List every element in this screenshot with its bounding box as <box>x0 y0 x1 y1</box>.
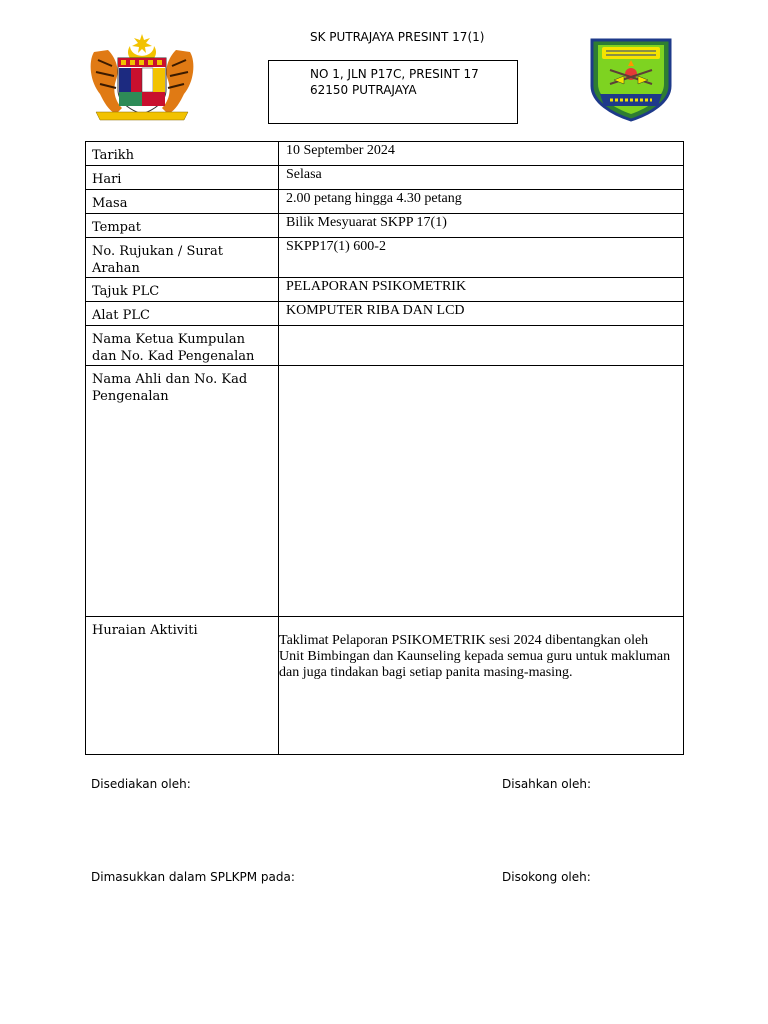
value-alat-plc: KOMPUTER RIBA DAN LCD <box>279 302 684 326</box>
value-tempat: Bilik Mesyuarat SKPP 17(1) <box>279 214 684 238</box>
label-ahli: Nama Ahli dan No. Kad Pengenalan <box>86 366 279 617</box>
row-ketua-kumpulan <box>86 326 684 366</box>
school-name: SK PUTRAJAYA PRESINT 17(1) <box>310 30 485 44</box>
label-tajuk-plc: Tajuk PLC <box>86 278 279 302</box>
value-rujukan: SKPP17(1) 600-2 <box>279 238 684 278</box>
splkpm-entry-label: Dimasukkan dalam SPLKPM pada: <box>91 870 295 884</box>
address-box <box>268 60 518 124</box>
row-ahli <box>86 366 684 617</box>
row-huraian-aktiviti <box>86 617 684 755</box>
label-alat-plc: Alat PLC <box>86 302 279 326</box>
value-ketua-kumpulan <box>279 326 684 366</box>
value-huraian-aktiviti: Taklimat Pelaporan PSIKOMETRIK sesi 2024 dibentangkan oleh Unit Bimbingan dan Kaunseling kepada semua guru untuk makluman dan juga tindakan bagi setiap panita masing-masing. <box>279 617 684 755</box>
value-tarikh: 10 September 2024 <box>279 142 684 166</box>
row-rujukan <box>86 238 684 278</box>
approved-by-label: Disahkan oleh: <box>502 777 592 791</box>
label-rujukan: No. Rujukan / Surat Arahan <box>86 238 279 278</box>
value-ahli <box>279 366 684 617</box>
label-tempat: Tempat <box>86 214 279 238</box>
row-hari <box>86 166 684 190</box>
label-ketua-kumpulan: Nama Ketua Kumpulan dan No. Kad Pengenalan <box>86 326 279 366</box>
value-masa: 2.00 petang hingga 4.30 petang <box>279 190 684 214</box>
school-logo-icon <box>588 36 674 122</box>
row-tajuk-plc <box>86 278 684 302</box>
row-tempat <box>86 214 684 238</box>
address-line-2: 62150 PUTRAJAYA <box>310 83 417 97</box>
label-huraian-aktiviti: Huraian Aktiviti <box>86 617 279 755</box>
label-tarikh: Tarikh <box>86 142 279 166</box>
prepared-by-label: Disediakan oleh: <box>91 777 191 791</box>
row-masa <box>86 190 684 214</box>
value-hari: Selasa <box>279 166 684 190</box>
label-hari: Hari <box>86 166 279 190</box>
label-masa: Masa <box>86 190 279 214</box>
plc-form-table <box>85 141 684 755</box>
row-tarikh <box>86 142 684 166</box>
coat-of-arms-icon <box>86 32 198 122</box>
address-line-1: NO 1, JLN P17C, PRESINT 17 <box>310 67 479 81</box>
row-alat-plc <box>86 302 684 326</box>
supported-by-label: Disokong oleh: <box>502 870 591 884</box>
value-tajuk-plc: PELAPORAN PSIKOMETRIK <box>279 278 684 302</box>
